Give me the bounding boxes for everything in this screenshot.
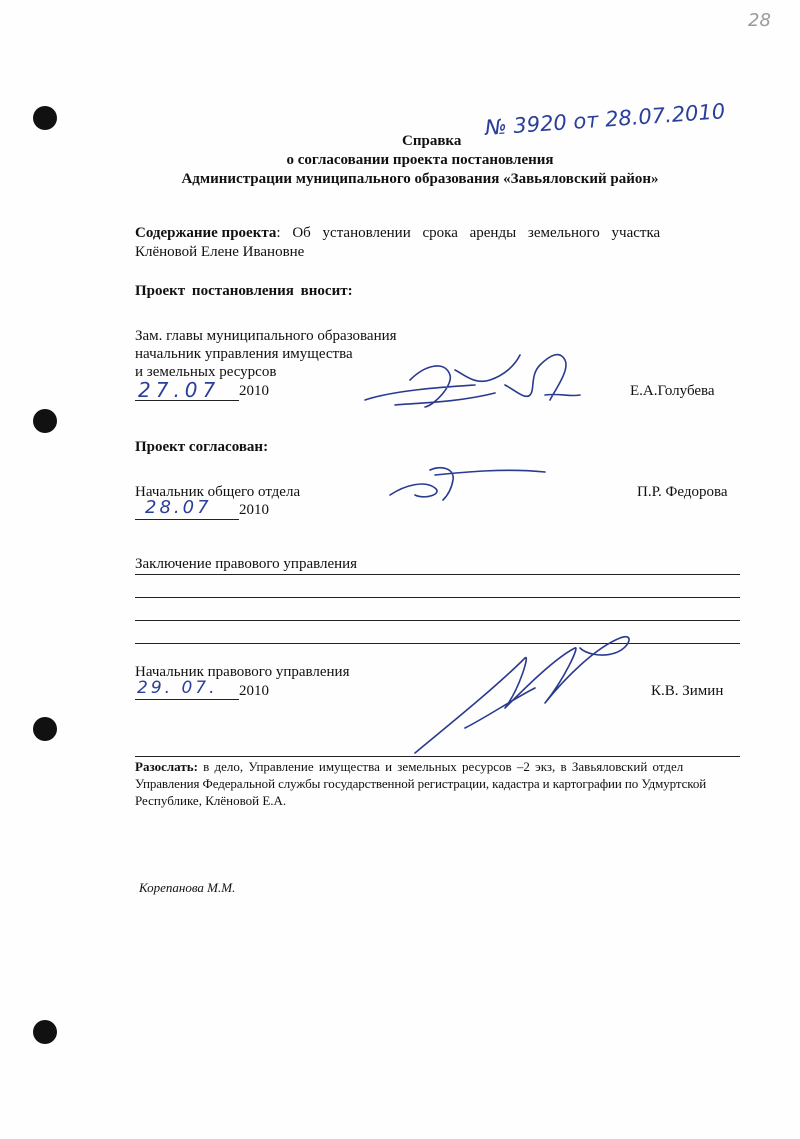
- divider: [135, 574, 740, 575]
- content-text-line1: : Об установлении срока аренды земельного участка: [276, 225, 661, 241]
- agreed-name: П.Р. Федорова: [637, 484, 728, 500]
- content-text-line2: Клёновой Елене Ивановне: [135, 244, 305, 260]
- divider: [135, 620, 740, 621]
- submitter-name: Е.А.Голубева: [630, 383, 715, 399]
- binder-hole-icon: [33, 106, 57, 130]
- signature-golubeva-icon: [355, 345, 595, 425]
- submitter-position-2: начальник управления имущества: [135, 346, 353, 362]
- legal-position: Начальник правового управления: [135, 664, 350, 680]
- signature-fedorova-icon: [385, 460, 555, 510]
- title-line3: Администрации муниципального образования «Завьяловский район»: [181, 171, 659, 187]
- submitter-heading: Проект постановления вносит:: [135, 283, 353, 299]
- page-number: 28: [748, 10, 771, 31]
- submitter-date-handwritten: 27.07: [138, 378, 221, 402]
- signature-zimin-icon: [405, 628, 645, 768]
- agreed-heading: Проект согласован:: [135, 439, 269, 455]
- binder-hole-icon: [33, 409, 57, 433]
- legal-conclusion-label: Заключение правового управления: [135, 556, 358, 572]
- legal-date-handwritten: 29. 07.: [137, 678, 218, 698]
- agreed-year: 2010: [239, 502, 269, 518]
- submitter-position-3: и земельных ресурсов: [135, 364, 277, 380]
- legal-year: 2010: [239, 683, 269, 699]
- agreed-date-handwritten: 28.07: [145, 497, 212, 518]
- divider: [135, 756, 740, 757]
- binder-hole-icon: [33, 1020, 57, 1044]
- distribution-line1: [135, 759, 740, 775]
- distribution-line3: Республике, Клёновой Е.А.: [135, 793, 287, 808]
- project-content: [135, 225, 739, 242]
- submitter-year: 2010: [239, 383, 269, 399]
- binder-hole-icon: [33, 717, 57, 741]
- title-word: Справка: [402, 133, 462, 149]
- handwritten-ref: № 3920 от 28.07.2010: [484, 99, 726, 140]
- distribution-label: Разослать:: [135, 759, 198, 774]
- legal-name: К.В. Зимин: [651, 683, 724, 699]
- submitter-position-1: Зам. главы муниципального образования: [135, 328, 397, 344]
- divider: [135, 597, 740, 598]
- executor: Корепанова М.М.: [139, 880, 236, 895]
- title-line2: о согласовании проекта постановления: [286, 152, 554, 168]
- distribution-line2: Управления Федеральной службы государственной регистрации, кадастра и картографии по Удмуртской: [135, 776, 707, 791]
- distribution-text-1: в дело, Управление имущества и земельных ресурсов –2 экз, в Завьяловский отдел: [197, 759, 684, 774]
- content-label: Содержание проекта: [135, 225, 277, 241]
- agreed-position: Начальник общего отдела: [135, 484, 301, 500]
